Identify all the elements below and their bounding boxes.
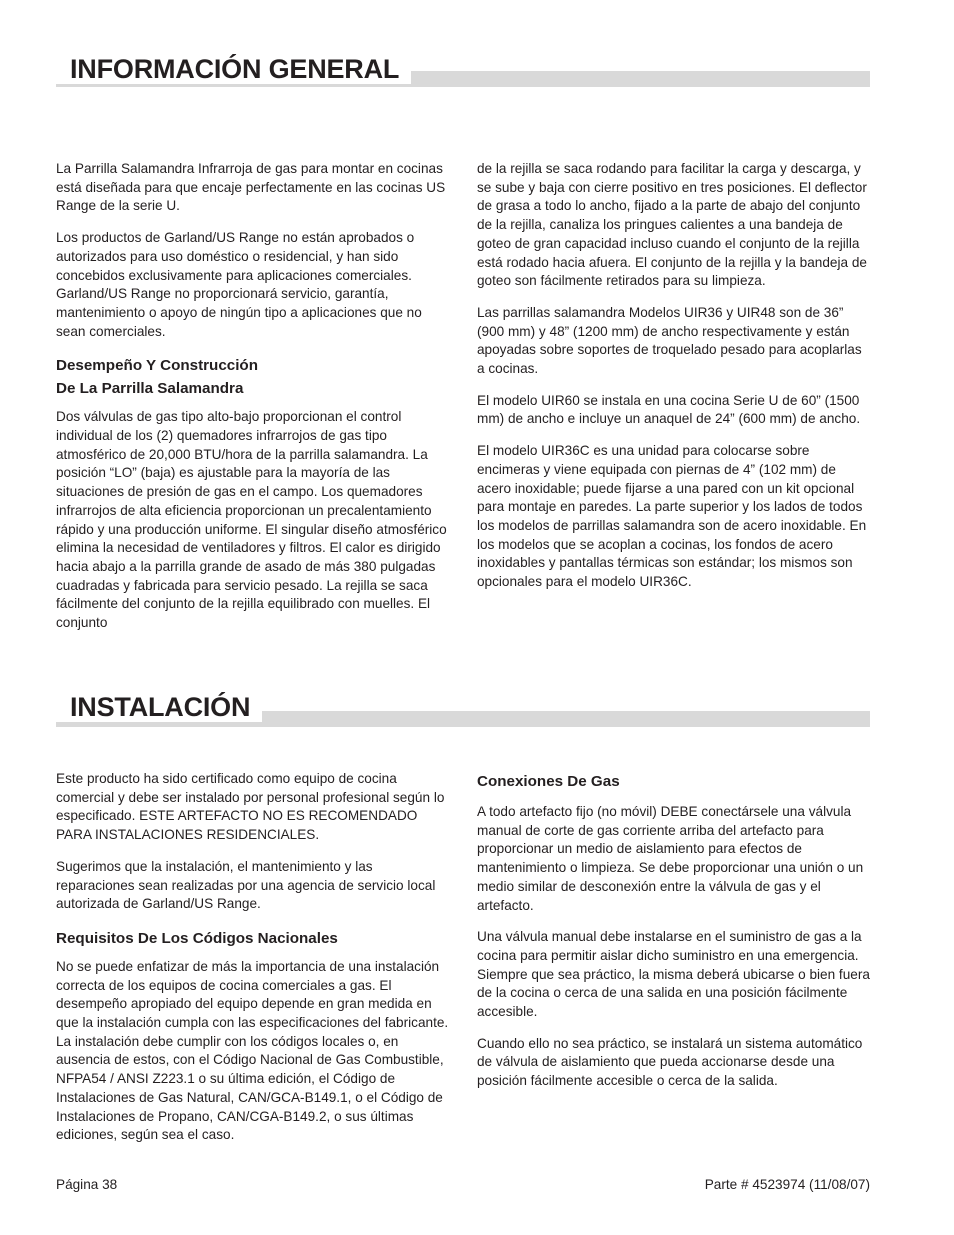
installation-right-column	[477, 770, 872, 1091]
certification-paragraph: Este producto ha sido certificado como equipo de cocina comercial y debe ser instalado por personal profesional según lo especificado. ESTE ARTEFACTO NO ES RECOMENDADO PARA INSTALACIONES RESIDENCIALES.	[56, 771, 445, 843]
section-title-installation: INSTALACIÓN	[56, 692, 262, 722]
performance-heading-line1: Desempeño Y Construcción	[56, 357, 258, 375]
part-number: Parte # 4523974 (11/08/07)	[704, 1177, 870, 1192]
service-agency-paragraph: Sugerimos que la instalación, el mantenimiento y las reparaciones sean realizadas por una agencia de servicio local autorizada de Garland/US Range.	[56, 858, 436, 912]
model-60-paragraph: El modelo UIR60 se instala en una cocina Serie U de 60” (1500 mm) de ancho e incluye un anaquel de 24” (600 mm) de ancho.	[477, 392, 861, 427]
performance-paragraph: Dos válvulas de gas tipo alto-bajo proporcionan el control individual de los (2) quemadores infrarrojos de gas tipo atmosférico de 20,000 BTU/hora de la parrilla salamandra. La posición “LO” (baja) es ajustable para la mayoría de las situaciones de presión de gas en el campo. Los quemadores infrarrojos de alta eficiencia proporcionan un precalentamiento rápido y una producción uniforme. El singular diseño atmosférico elimina la necesidad de ventiladores y filtros. El calor es dirigido hacia abajo a la parrilla grande de asado de más 380 pulgadas cuadradas y fabricada para servicio pesado. La rejilla se saca fácilmente del conjunto de la rejilla equilibrado con muelles. El conjunto	[56, 409, 447, 631]
national-codes-heading: Requisitos De Los Códigos Nacionales	[56, 929, 338, 947]
installation-left-column	[56, 770, 450, 1145]
model-36c-paragraph: El modelo UIR36C es una unidad para colocarse sobre encimeras y viene equipada con piernas de 4” (102 mm) de acero inoxidable; puede fijarse a una pared con un kit opcional para montaje en paredes. La parte superior y los lados de todos los modelos de parrillas salamandra son de acero inoxidable. En los modelos que se acoplan a cocinas, los fondos de acero inoxidables y pantallas térmicas son estándar; los mismos son opcionales para el modelo UIR36C.	[477, 443, 867, 590]
performance-heading	[56, 354, 450, 400]
automatic-valve-paragraph: Cuando ello no sea práctico, se instalará un sistema automático de válvula de aislamiento que pueda accionarse desde una posición fácilmente accesible o cerca de la salida.	[477, 1035, 863, 1089]
performance-heading-line2: De La Parrilla Salamandra	[56, 380, 244, 398]
page-number: Página 38	[56, 1177, 118, 1192]
general-approval-paragraph: Los productos de Garland/US Range no están aprobados o autorizados para uso doméstico o residencial, y han sido concebidos exclusivamente para aplicaciones comerciales. Garland/US Range no proporcionará servicio, garantía, mantenimiento o apoyo de ningún tipo a aplicaciones que no sean comerciales.	[56, 230, 422, 339]
models-36-48-paragraph: Las parrillas salamandra Modelos UIR36 y UIR48 son de 36” (900 mm) y 48” (1200 mm) de ancho respectivamente y están apoyadas sobre soportes de troquelado pesado para acoplarlas a cocinas.	[477, 304, 862, 377]
gas-connections-heading: Conexiones De Gas	[477, 773, 620, 790]
national-codes-paragraph: No se puede enfatizar de más la importancia de una instalación correcta de los equipos de cocina comerciales a gas. El desempeño apropiado del equipo depende en gran medida en que la instalación cumpla con las especificaciones del fabricante. La instalación debe cumplir con los códigos locales o, en ausencia de estos, con el Código Nacional de Gas Combustible, NFPA54 / ANSI Z223.1 o su última edición, el Código de Instalaciones de Gas Natural, CAN/GCA-B149.1, o el Código de Instalaciones de Propano, CAN/CGA-B149.2, o sus últimas ediciones, según sea el caso.	[56, 958, 449, 1143]
section-title-general: INFORMACIÓN GENERAL	[56, 54, 411, 84]
manual-valve-paragraph: Una válvula manual debe instalarse en el suministro de gas a la cocina para permitir aislar dicho suministro en una emergencia. Siempre que sea práctico, la misma deberá ubicarse o bien fuera de la cocina o cerca de una salida en una posición fácilmente accesible.	[477, 929, 870, 1020]
general-left-column	[56, 160, 450, 633]
general-right-column	[477, 160, 872, 592]
rack-paragraph: de la rejilla se saca rodando para facilitar la carga y descarga, y se sube y baja con cierre positivo en tres posiciones. El deflector de grasa a todo lo ancho, fijado a la parte de abajo del conjunto de la rejilla, canaliza los pringues calientes a una bandeja de goteo de gran capacidad incluso cuando el conjunto de la rejilla está rodado hacia afuera. El conjunto de la rejilla y la bandeja de goteo son fácilmente retirados para su limpieza.	[477, 161, 867, 289]
shutoff-valve-paragraph: A todo artefacto fijo (no móvil) DEBE conectársele una válvula manual de corte de gas corriente arriba del artefacto para proporcionar un medio de aislamiento para efectos de mantenimiento o limpieza. Se debe proporcionar una unión o un medio similar de desconexión entre la válvula de gas y el artefacto.	[477, 804, 864, 913]
general-intro-paragraph: La Parrilla Salamandra Infrarroja de gas para montar en cocinas está diseñada para que encaje perfectamente en las cocinas US Range de la serie U.	[56, 161, 446, 214]
